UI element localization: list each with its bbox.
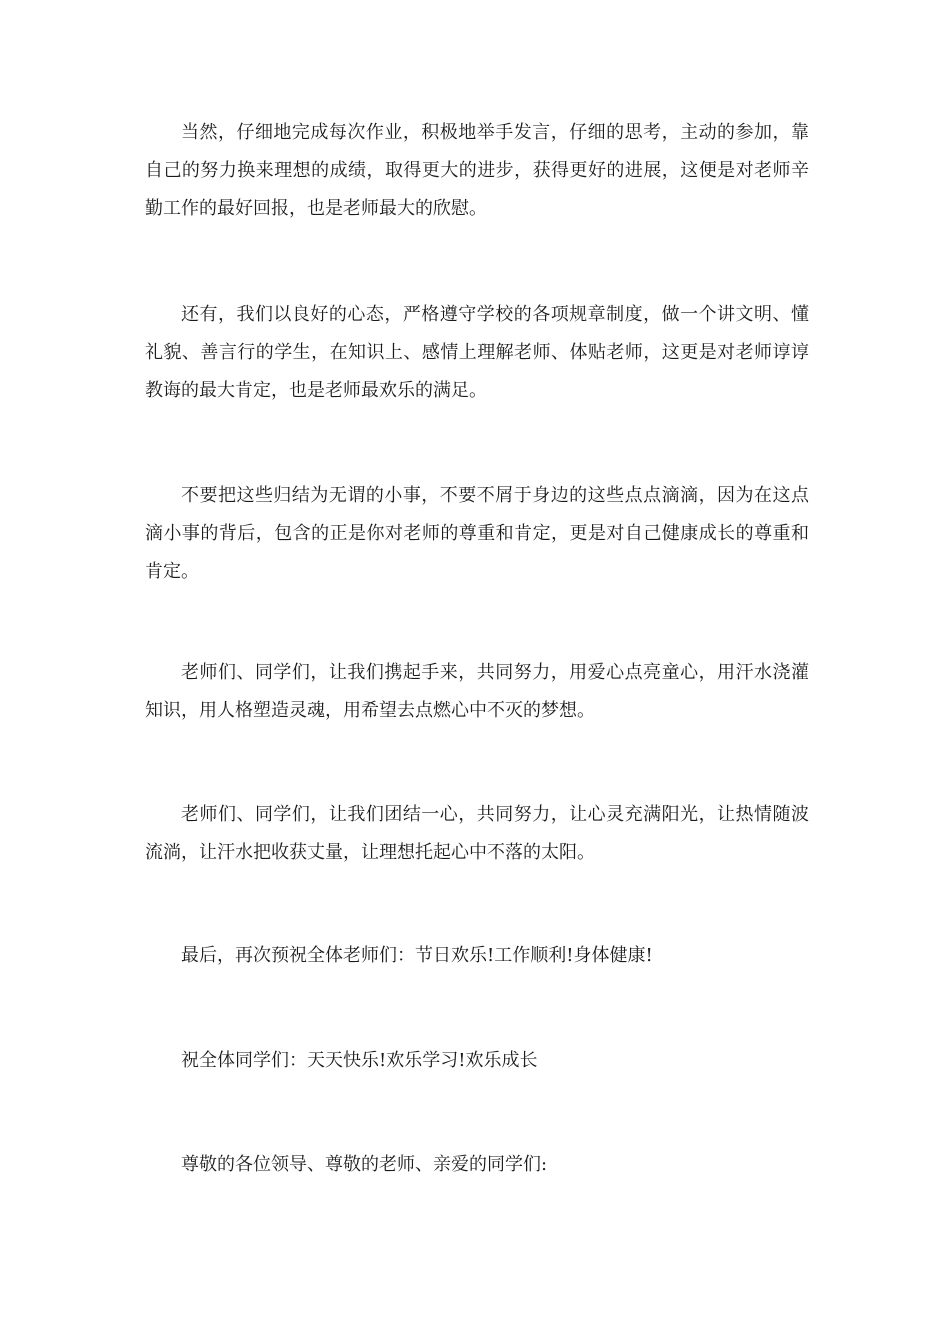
paragraph-join-hands: 老师们、同学们，让我们携起手来，共同努力，用爱心点亮童心，用汗水浇灌知识，用人格塑造灵魂，用希望去点燃心中不灭的梦想。 <box>145 662 809 721</box>
paragraph-wish-students: 祝全体同学们：天天快乐!欢乐学习!欢乐成长 <box>181 1050 538 1071</box>
paragraph-small-things: 不要把这些归结为无谓的小事，不要不屑于身边的这些点点滴滴，因为在这点滴小事的背后，包含的正是你对老师的尊重和肯定，更是对自己健康成长的尊重和肯定。 <box>145 485 809 582</box>
paragraph-wish-teachers: 最后，再次预祝全体老师们：节日欢乐!工作顺利!身体健康! <box>181 945 653 966</box>
paragraph-unite: 老师们、同学们，让我们团结一心，共同努力，让心灵充满阳光，让热情随波流淌，让汗水把收获丈量，让理想托起心中不落的太阳。 <box>145 804 809 863</box>
paragraph-homework-effort: 当然，仔细地完成每次作业，积极地举手发言，仔细的思考，主动的参加，靠自己的努力换来理想的成绩，取得更大的进步，获得更好的进展，这便是对老师辛勤工作的最好回报，也是老师最大的欣慰。 <box>145 122 809 219</box>
paragraph-school-rules: 还有，我们以良好的心态，严格遵守学校的各项规章制度，做一个讲文明、懂礼貌、善言行的学生，在知识上、感情上理解老师、体贴老师，这更是对老师谆谆教诲的最大肯定，也是老师最欢乐的满足。 <box>145 304 809 401</box>
paragraph-greeting: 尊敬的各位领导、尊敬的老师、亲爱的同学们: <box>181 1154 548 1175</box>
